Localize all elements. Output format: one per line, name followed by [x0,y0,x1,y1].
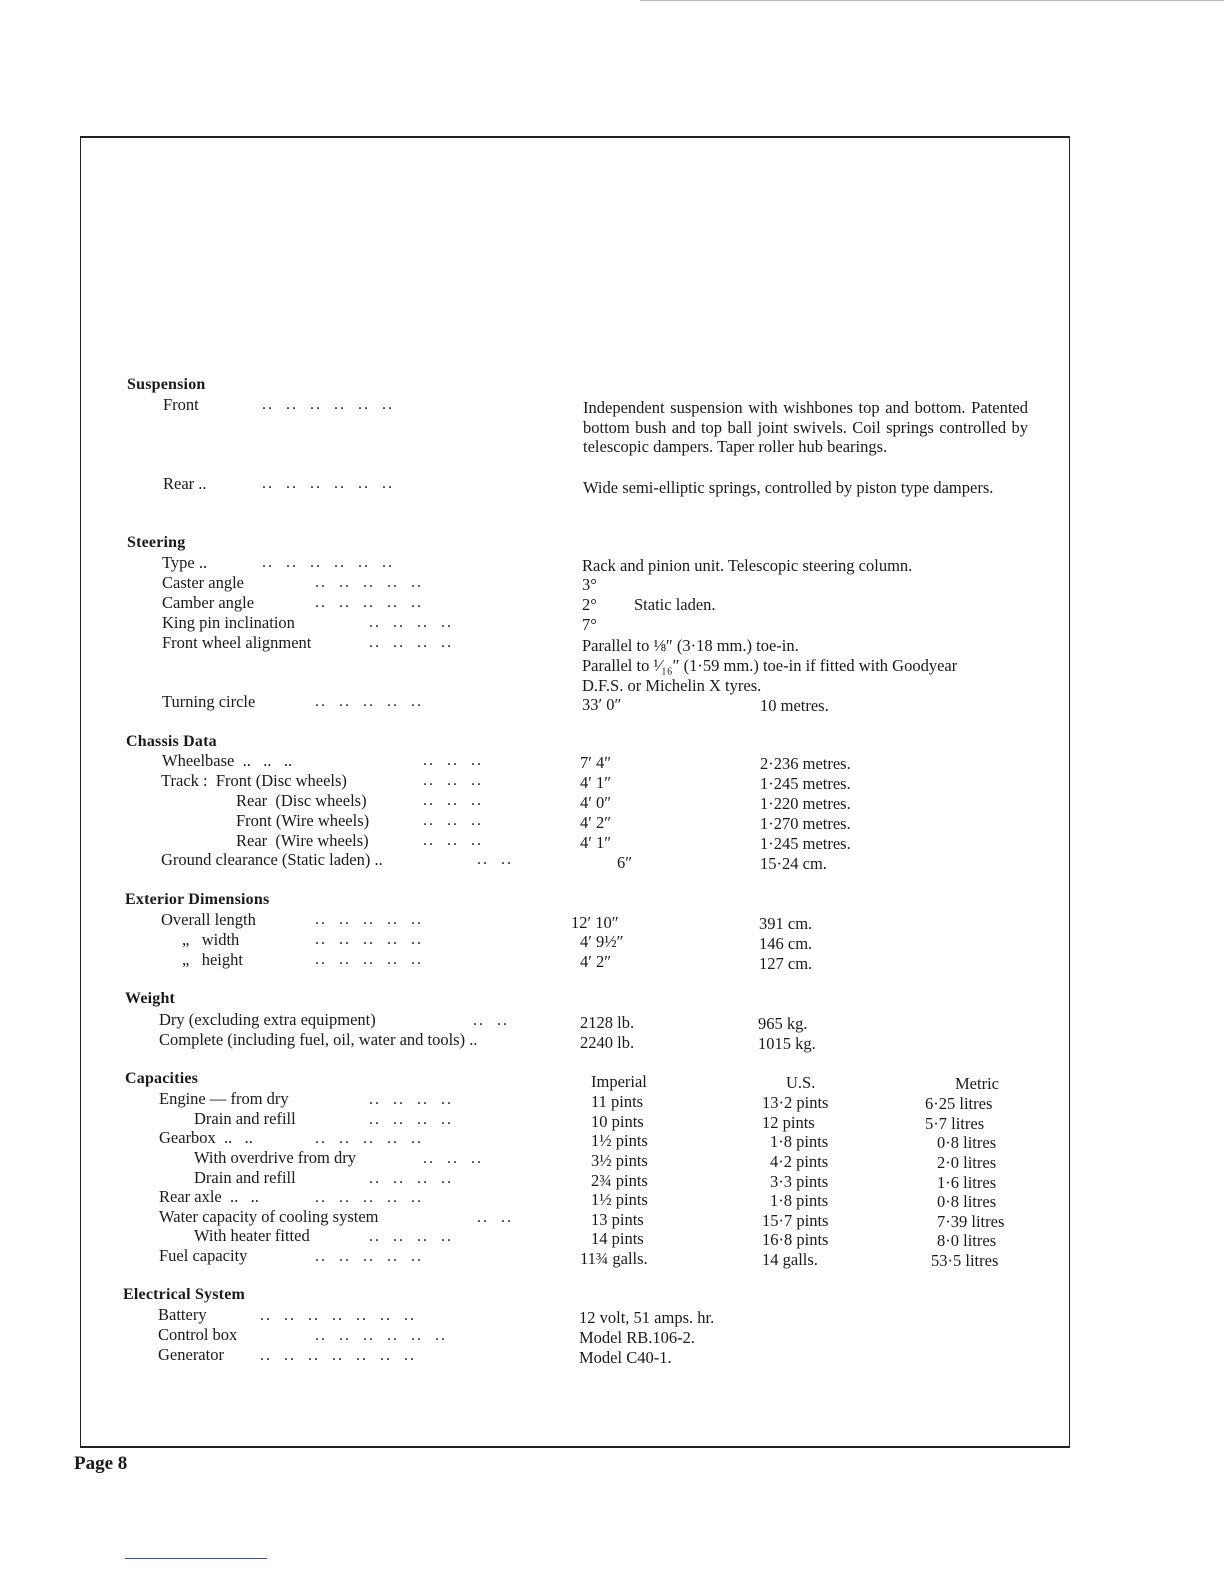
spec-label-gearbox: Gearbox .. .. [159,1128,253,1147]
spec-value-complete-weight-metric: 1015 kg. [758,1034,816,1053]
spec-label-track-rear-disc: Rear (Disc wheels) [236,791,367,810]
column-header-imperial: Imperial [591,1072,647,1091]
leader-dots: .. .. .. .. .. .. [315,1327,447,1344]
section-heading-chassis: Chassis Data [126,733,217,750]
leader-dots: .. .. .. [423,752,483,769]
section-heading-suspension: Suspension [127,376,206,393]
leader-dots: .. .. .. .. .. [315,931,423,948]
leader-dots: .. .. .. .. [369,1111,453,1128]
spec-value-track-rear-disc-metric: 1·220 metres. [760,794,851,813]
capacity-metric-engine-refill: 5·7 litres [925,1114,985,1133]
spec-label-complete-weight: Complete (including fuel, oil, water and tools) .. [159,1030,478,1049]
spec-label-turning-circle: Turning circle [162,692,256,711]
spec-value-width-metric: 146 cm. [759,934,813,953]
leader-dots: .. .. .. .. .. [315,1130,423,1147]
spec-label-overall-length: Overall length [161,910,256,929]
spec-value-wheel-alignment: Parallel to ⅛″ (3·18 mm.) toe-in. [582,636,799,655]
leader-dots: .. .. .. .. .. .. .. [260,1347,416,1364]
column-header-us: U.S. [786,1073,816,1092]
leader-dots: .. .. .. [423,832,483,849]
spec-value-steering-type: Rack and pinion unit. Telescopic steering column. [582,556,913,575]
spec-value-track-front-wire-metric: 1·270 metres. [760,814,851,833]
capacity-imperial-engine-dry: 11 pints [591,1092,644,1111]
leader-dots: .. .. .. .. .. .. .. [260,1307,416,1324]
capacity-imperial-heater: 14 pints [591,1229,644,1248]
spec-label-heater-fitted: With heater fitted [194,1226,310,1245]
leader-dots: .. .. .. .. .. [315,693,423,710]
leader-dots: .. .. .. .. .. [315,951,423,968]
spec-value-caster-angle: 3° [582,575,597,594]
spec-label-wheel-alignment: Front wheel alignment [162,633,312,652]
capacity-metric-fuel: 53·5 litres [931,1251,999,1270]
spec-label-width: „ width [182,930,240,949]
leader-dots: .. .. .. [423,812,483,829]
spec-value-king-pin: 7° [582,615,597,634]
spec-note-camber-static: Static laden. [634,595,716,614]
leader-dots: .. .. .. .. [369,1091,453,1108]
spec-value-camber-angle: 2° [582,595,597,614]
spec-value-track-front-disc-metric: 1·245 metres. [760,774,851,793]
spec-value-dry-weight-metric: 965 kg. [758,1014,808,1033]
spec-value-turning-metric: 10 metres. [760,696,829,715]
spec-value-width-imperial: 4′ 9½″ [580,932,624,951]
leader-dots: .. .. .. .. .. [315,1248,423,1265]
spec-label-cooling-system: Water capacity of cooling system [159,1207,379,1226]
leader-dots: .. .. .. .. .. .. [262,475,394,492]
leader-dots: .. .. .. .. .. [315,574,423,591]
capacity-imperial-engine-refill: 10 pints [591,1112,644,1131]
section-heading-electrical: Electrical System [123,1286,246,1303]
capacity-us-engine-dry: 13·2 pints [762,1093,829,1112]
spec-label-control-box: Control box [158,1325,238,1344]
spec-value-rear-suspension: Wide semi-elliptic springs, controlled by piston type dampers. [583,478,994,497]
spec-value-complete-weight-imperial: 2240 lb. [580,1033,635,1052]
spec-label-engine-refill: Drain and refill [194,1109,296,1128]
capacity-metric-engine-dry: 6·25 litres [925,1094,993,1113]
spec-value-length-imperial: 12′ 10″ [571,913,619,932]
spec-label-ground-clearance: Ground clearance (Static laden) .. [161,850,383,869]
capacity-us-overdrive: 4·2 pints [770,1152,829,1171]
spec-label-generator: Generator [158,1345,224,1364]
top-edge-rule [640,0,1224,1]
leader-dots: .. .. .. .. [369,614,453,631]
leader-dots: .. .. .. .. .. [315,911,423,928]
spec-value-generator: Model C40-1. [579,1348,672,1367]
capacity-metric-overdrive: 2·0 litres [937,1153,997,1172]
spec-value-control-box: Model RB.106-2. [579,1328,695,1347]
capacity-us-cooling: 15·7 pints [762,1211,829,1230]
capacity-us-engine-refill: 12 pints [762,1113,815,1132]
spec-label-overdrive: With overdrive from dry [194,1148,356,1167]
spec-value-ground-clearance-metric: 15·24 cm. [760,854,827,873]
column-header-metric: Metric [955,1074,999,1093]
spec-label-overdrive-refill: Drain and refill [194,1168,296,1187]
section-heading-capacities: Capacities [125,1070,199,1087]
spec-label-track-rear-wire: Rear (Wire wheels) [236,831,369,850]
capacity-us-overdrive-refill: 3·3 pints [770,1172,829,1191]
spec-label-track-front-wire: Front (Wire wheels) [236,811,370,830]
spec-value-track-rear-wire-imperial: 4′ 1″ [580,833,612,852]
spec-value-height-imperial: 4′ 2″ [580,952,612,971]
leader-dots: .. .. [477,1209,513,1226]
page-number: Page 8 [74,1453,128,1474]
spec-label-fuel-capacity: Fuel capacity [159,1246,248,1265]
leader-dots: .. .. [477,851,513,868]
spec-label-engine-dry: Engine — from dry [159,1089,289,1108]
leader-dots: .. .. .. .. .. [315,594,423,611]
leader-dots: .. .. .. .. .. .. [262,396,394,413]
spec-label-caster-angle: Caster angle [162,573,245,592]
capacity-metric-heater: 8·0 litres [937,1231,997,1250]
spec-label-battery: Battery [158,1305,207,1324]
section-heading-weight: Weight [125,990,176,1007]
spec-label-steering-type: Type .. [162,553,208,572]
bottom-edge-rule [125,1558,267,1559]
capacity-metric-overdrive-refill: 1·6 litres [937,1173,997,1192]
spec-label-king-pin: King pin inclination [162,613,295,632]
spec-value-front-suspension: Independent suspension with wishbones top and bottom. Patented bottom bush and top ball joint swivels. Coil springs controlled by telescopic dampers. Taper roller hub bearings. [583,398,1028,456]
spec-label-camber-angle: Camber angle [162,593,255,612]
section-heading-steering: Steering [127,534,186,551]
capacity-imperial-cooling: 13 pints [591,1210,644,1229]
capacity-us-gearbox: 1·8 pints [770,1132,829,1151]
leader-dots: .. .. .. .. [369,634,453,651]
spec-value-wheelbase-imperial: 7′ 4″ [580,753,612,772]
spec-label-dry-weight: Dry (excluding extra equipment) [159,1010,376,1029]
spec-value-track-rear-wire-metric: 1·245 metres. [760,834,851,853]
leader-dots: .. .. .. .. [369,1228,453,1245]
spec-label-track-front-disc: Track : Front (Disc wheels) [161,771,347,790]
section-heading-exterior: Exterior Dimensions [125,891,270,908]
leader-dots: .. .. .. [423,772,483,789]
spec-value-turning-imperial: 33′ 0″ [582,695,622,714]
capacity-metric-cooling: 7·39 litres [937,1212,1005,1231]
capacity-imperial-gearbox: 1½ pints [591,1131,648,1150]
capacity-imperial-overdrive-refill: 2¾ pints [591,1171,648,1190]
leader-dots: .. .. .. [423,1150,483,1167]
spec-value-length-metric: 391 cm. [759,914,813,933]
spec-value-wheelbase-metric: 2·236 metres. [760,754,851,773]
leader-dots: .. .. .. .. .. [315,1189,423,1206]
spec-value-dry-weight-imperial: 2128 lb. [580,1013,635,1032]
capacity-imperial-rear-axle: 1½ pints [591,1190,648,1209]
spec-value-track-rear-disc-imperial: 4′ 0″ [580,793,612,812]
spec-label-front-suspension: Front [163,395,199,414]
capacity-us-rear-axle: 1·8 pints [770,1191,829,1210]
spec-value-wheel-alignment-tyres: D.F.S. or Michelin X tyres. [582,676,762,695]
capacity-metric-rear-axle: 0·8 litres [937,1192,997,1211]
spec-value-wheel-alignment-goodyear: Parallel to ¹⁄₁₆″ (1·59 mm.) toe-in if fitted with Goodyear [582,656,958,675]
spec-label-wheelbase: Wheelbase .. .. .. [162,751,293,770]
capacity-metric-gearbox: 0·8 litres [937,1133,997,1152]
spec-value-battery: 12 volt, 51 amps. hr. [579,1308,715,1327]
leader-dots: .. .. .. .. .. .. [262,554,394,571]
spec-value-track-front-disc-imperial: 4′ 1″ [580,773,612,792]
capacity-imperial-fuel: 11¾ galls. [580,1249,648,1268]
spec-label-rear-axle: Rear axle .. .. [159,1187,259,1206]
capacity-imperial-overdrive: 3½ pints [591,1151,648,1170]
leader-dots: .. .. .. .. [369,1170,453,1187]
capacity-us-heater: 16·8 pints [762,1230,829,1249]
spec-label-height: „ height [182,950,243,969]
leader-dots: .. .. [473,1012,509,1029]
spec-value-track-front-wire-imperial: 4′ 2″ [580,813,612,832]
spec-label-rear-suspension: Rear .. [163,474,207,493]
capacity-us-fuel: 14 galls. [762,1250,818,1269]
spec-value-ground-clearance-imperial: 6″ [617,853,633,872]
spec-value-height-metric: 127 cm. [759,954,813,973]
leader-dots: .. .. .. [423,792,483,809]
